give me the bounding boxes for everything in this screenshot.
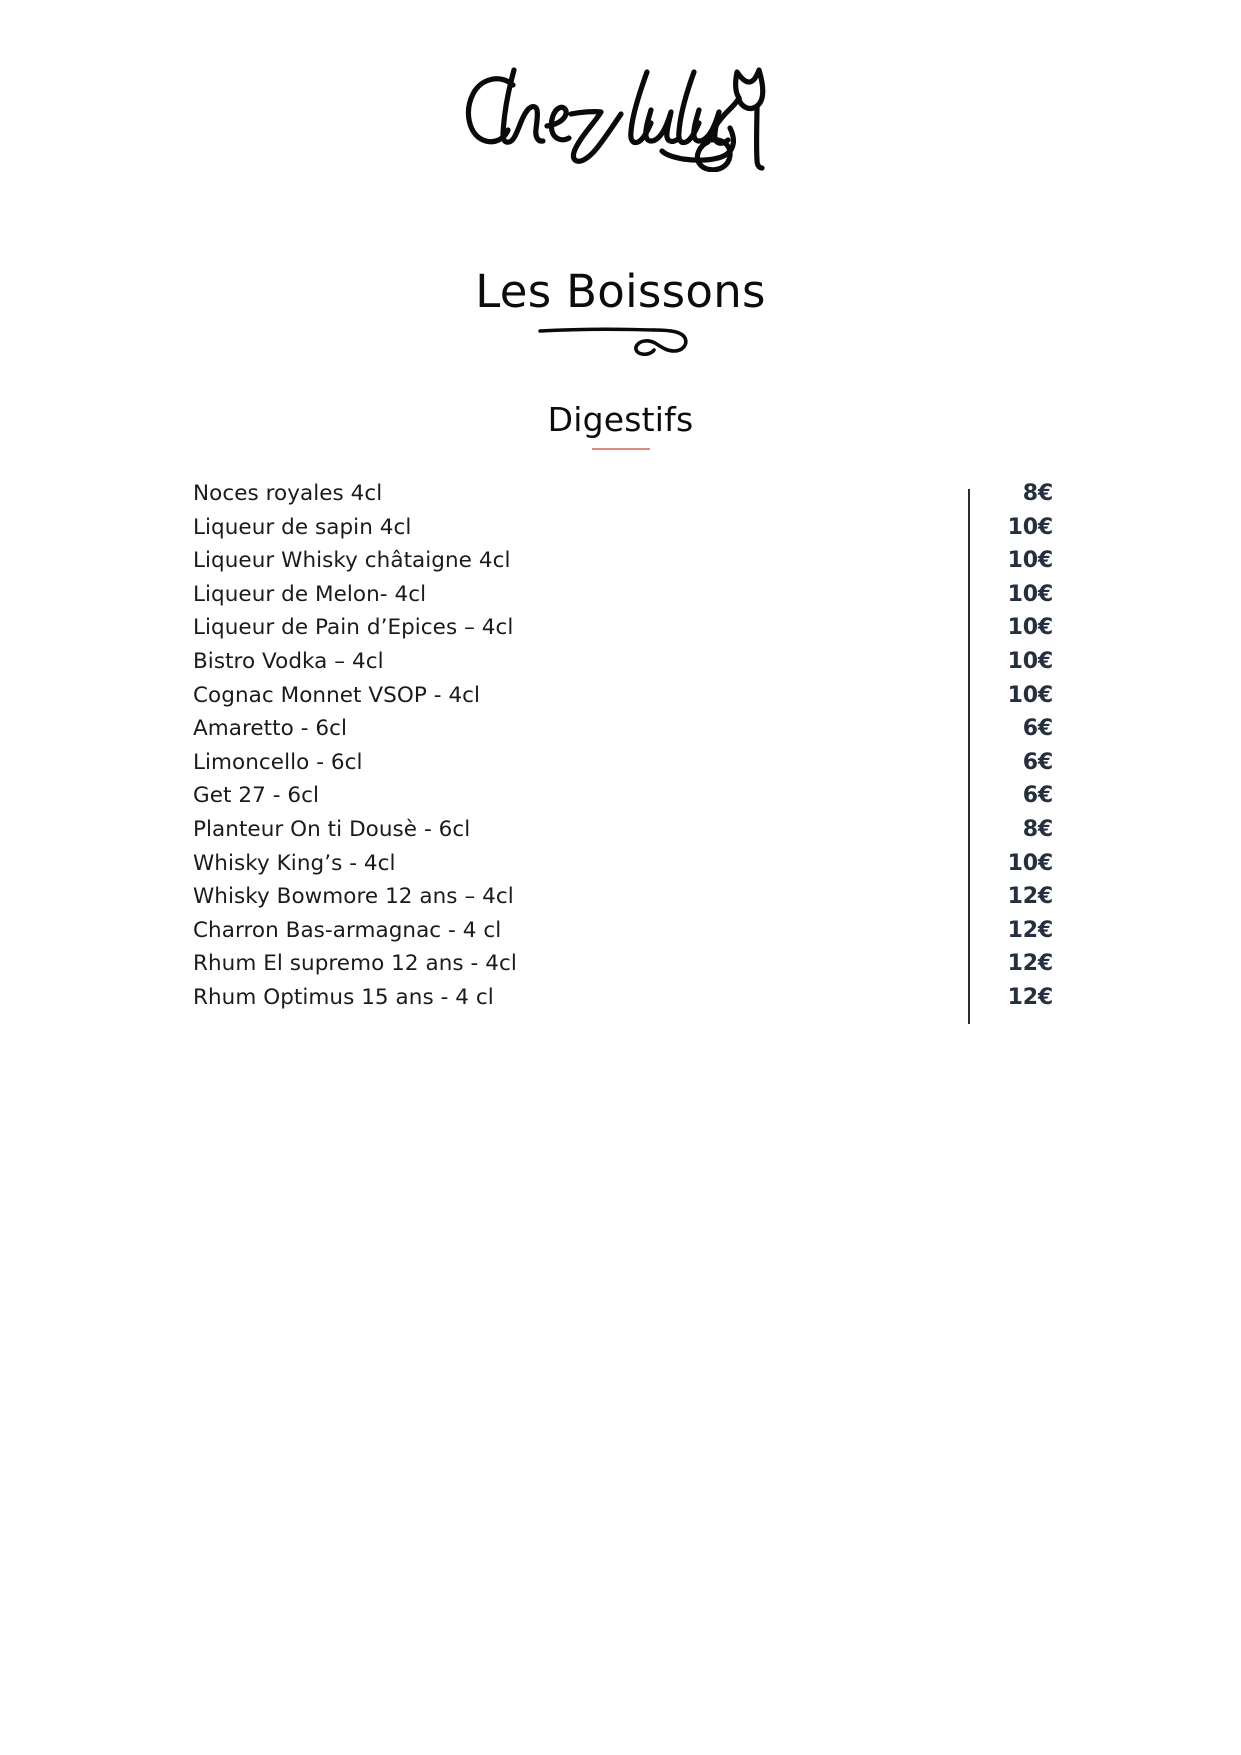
menu-item-row xyxy=(193,649,1053,683)
menu-item-name: Liqueur de Pain d’Epices – 4cl xyxy=(193,615,514,641)
menu-item-row xyxy=(193,750,1053,784)
menu-item-price: 8€ xyxy=(1022,481,1053,506)
menu-item-price: 10€ xyxy=(1007,850,1053,876)
menu-item-price: 8€ xyxy=(1022,816,1053,842)
menu-item-price: 6€ xyxy=(1022,749,1053,775)
menu-item-price: 12€ xyxy=(1007,951,1053,977)
menu-item-name: Bistro Vodka – 4cl xyxy=(193,648,384,674)
menu-item-price: 6€ xyxy=(1022,783,1053,809)
menu-item-price: 10€ xyxy=(1007,682,1053,708)
menu-item-row xyxy=(193,683,1053,717)
menu-item-name: Whisky Bowmore 12 ans – 4cl xyxy=(193,884,514,910)
swirl-flourish-icon xyxy=(536,323,706,357)
menu-item-row xyxy=(193,582,1053,616)
menu-item-name: Liqueur Whisky châtaigne 4cl xyxy=(193,548,511,574)
menu-item-price: 12€ xyxy=(1007,984,1053,1010)
menu-item-price: 10€ xyxy=(1007,615,1053,641)
menu-item-price: 10€ xyxy=(1007,648,1053,674)
menu-item-name: Charron Bas-armagnac - 4 cl xyxy=(193,917,502,943)
menu-item-name: Cognac Monnet VSOP - 4cl xyxy=(193,682,481,708)
section-title: Digestifs xyxy=(547,400,694,439)
menu-list xyxy=(193,481,1053,1019)
menu-item-name: Amaretto - 6cl xyxy=(193,716,348,742)
menu-item-name: Liqueur de Melon- 4cl xyxy=(193,581,427,607)
menu-item-row xyxy=(193,783,1053,817)
menu-item-row xyxy=(193,515,1053,549)
menu-item-price: 10€ xyxy=(1007,548,1053,574)
brand-logo xyxy=(0,42,1241,182)
menu-item-price: 10€ xyxy=(1007,581,1053,607)
menu-item-price: 6€ xyxy=(1022,716,1053,742)
menu-item-name: Rhum El supremo 12 ans - 4cl xyxy=(193,951,517,977)
menu-item-name: Whisky King’s - 4cl xyxy=(193,850,396,876)
menu-item-row xyxy=(193,985,1053,1019)
menu-item-name: Noces royales 4cl xyxy=(193,481,383,506)
menu-item-name: Get 27 - 6cl xyxy=(193,783,320,809)
section-underline xyxy=(592,448,650,450)
menu-item-row xyxy=(193,615,1053,649)
menu-item-price: 12€ xyxy=(1007,917,1053,943)
menu-item-row xyxy=(193,851,1053,885)
chez-lulu-logo-icon xyxy=(451,52,791,172)
menu-item-row xyxy=(193,884,1053,918)
menu-item-name: Limoncello - 6cl xyxy=(193,749,363,775)
page-title: Les Boissons xyxy=(475,265,766,318)
menu-item-row xyxy=(193,481,1053,515)
menu-item-name: Planteur On ti Dousè - 6cl xyxy=(193,816,471,842)
menu-item-row xyxy=(193,918,1053,952)
menu-item-row xyxy=(193,817,1053,851)
title-flourish xyxy=(0,323,1241,357)
menu-item-name: Liqueur de sapin 4cl xyxy=(193,514,412,540)
menu-item-price: 10€ xyxy=(1007,514,1053,540)
page-title-block xyxy=(0,265,1241,357)
menu-item-row xyxy=(193,951,1053,985)
menu-item-row xyxy=(193,548,1053,582)
menu-item-name: Rhum Optimus 15 ans - 4 cl xyxy=(193,984,494,1010)
section-title-block xyxy=(0,402,1241,450)
menu-item-price: 12€ xyxy=(1007,884,1053,910)
menu-item-row xyxy=(193,716,1053,750)
